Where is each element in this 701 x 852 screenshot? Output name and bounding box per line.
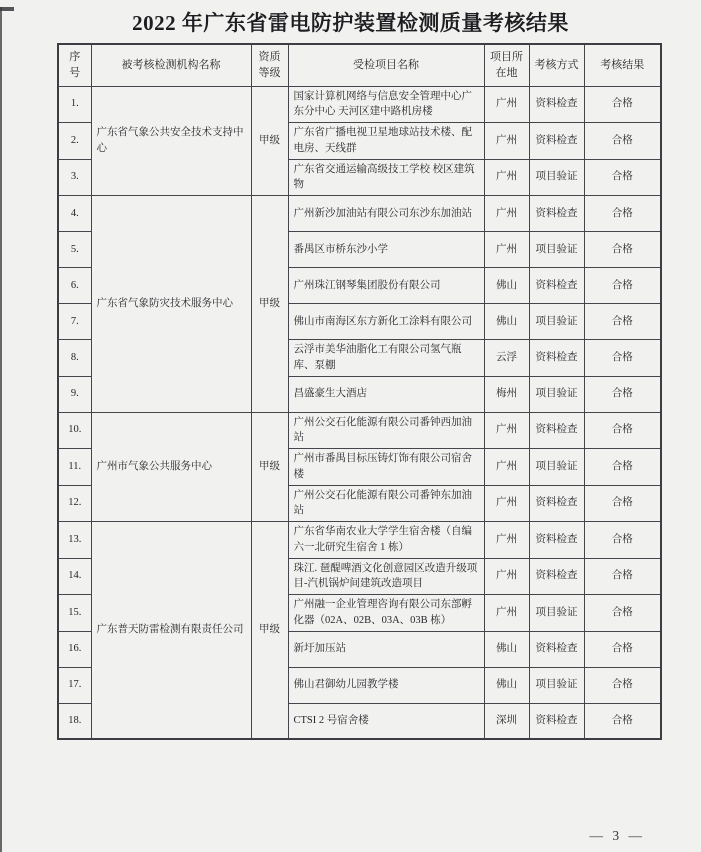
- project-name-cell: 广州融一企业管理咨询有限公司东部孵化器（02A、02B、03A、03B 栋）: [288, 595, 484, 632]
- assessment-result-cell: 合格: [584, 86, 661, 123]
- page-title: 2022 年广东省雷电防护装置检测质量考核结果: [132, 11, 569, 35]
- project-name-cell: 广东省广播电视卫星地球站技术楼、配电房、天线群: [288, 123, 484, 160]
- assessment-method-cell: 项目验证: [529, 232, 584, 268]
- project-location-cell: 佛山: [484, 631, 529, 667]
- assessment-result-cell: 合格: [584, 268, 661, 304]
- serial-number-cell: 6.: [58, 268, 91, 304]
- assessment-method-cell: 资料检查: [529, 558, 584, 595]
- qualification-grade-cell: 甲级: [251, 196, 288, 413]
- assessment-result-cell: 合格: [584, 159, 661, 196]
- assessment-result-cell: 合格: [584, 703, 661, 739]
- project-name-cell: 国家计算机网络与信息安全管理中心广东分中心 天河区建中路机房楼: [288, 86, 484, 123]
- assessment-method-cell: 项目验证: [529, 159, 584, 196]
- project-name-cell: 广东省交通运输高级技工学校 校区建筑物: [288, 159, 484, 196]
- serial-number-cell: 12.: [58, 485, 91, 522]
- project-location-cell: 广州: [484, 159, 529, 196]
- assessment-method-cell: 资料检查: [529, 412, 584, 449]
- institution-name-cell: 广东省气象防灾技术服务中心: [91, 196, 251, 413]
- assessment-result-cell: 合格: [584, 667, 661, 703]
- project-location-cell: 广州: [484, 86, 529, 123]
- project-name-cell: 新圩加压站: [288, 631, 484, 667]
- serial-number-cell: 14.: [58, 558, 91, 595]
- serial-number-cell: 3.: [58, 159, 91, 196]
- project-location-cell: 广州: [484, 595, 529, 632]
- assessment-result-cell: 合格: [584, 304, 661, 340]
- institution-name-cell: 广东省气象公共安全技术支持中心: [91, 86, 251, 196]
- qualification-grade-cell: 甲级: [251, 412, 288, 522]
- project-name-cell: 广州公交石化能源有限公司番钟西加油站: [288, 412, 484, 449]
- serial-number-cell: 15.: [58, 595, 91, 632]
- project-location-cell: 梅州: [484, 376, 529, 412]
- serial-number-cell: 18.: [58, 703, 91, 739]
- header-assessment-method: 考核方式: [529, 44, 584, 86]
- project-name-cell: 广州新沙加油站有限公司东沙东加油站: [288, 196, 484, 232]
- project-location-cell: 广州: [484, 485, 529, 522]
- project-location-cell: 广州: [484, 558, 529, 595]
- serial-number-cell: 17.: [58, 667, 91, 703]
- project-name-cell: 广东省华南农业大学学生宿舍楼（自编六一北研究生宿舍 1 栋）: [288, 522, 484, 559]
- assessment-results-table: [57, 43, 662, 740]
- serial-number-cell: 13.: [58, 522, 91, 559]
- assessment-result-cell: 合格: [584, 340, 661, 377]
- header-project-name: 受检项目名称: [288, 44, 484, 86]
- project-name-cell: 广州珠江钢琴集团股份有限公司: [288, 268, 484, 304]
- assessment-method-cell: 资料检查: [529, 703, 584, 739]
- table-row: [58, 522, 661, 559]
- project-location-cell: 佛山: [484, 268, 529, 304]
- serial-number-cell: 8.: [58, 340, 91, 377]
- qualification-grade-cell: 甲级: [251, 522, 288, 740]
- project-name-cell: 昌盛豪生大酒店: [288, 376, 484, 412]
- assessment-result-cell: 合格: [584, 595, 661, 632]
- serial-number-cell: 2.: [58, 123, 91, 160]
- qualification-grade-cell: 甲级: [251, 86, 288, 196]
- table-row: [58, 412, 661, 449]
- project-location-cell: 深圳: [484, 703, 529, 739]
- assessment-method-cell: 资料检查: [529, 123, 584, 160]
- assessment-result-cell: 合格: [584, 522, 661, 559]
- scan-corner-artifact: [0, 7, 14, 11]
- table-body: [58, 86, 661, 739]
- header-institution-name: 被考核检测机构名称: [91, 44, 251, 86]
- serial-number-cell: 1.: [58, 86, 91, 123]
- serial-number-cell: 4.: [58, 196, 91, 232]
- project-name-cell: 珠江. 琶醍啤酒文化创意园区改造升级项目-汽机锅炉间建筑改造项目: [288, 558, 484, 595]
- assessment-result-cell: 合格: [584, 449, 661, 486]
- serial-number-cell: 5.: [58, 232, 91, 268]
- assessment-method-cell: 项目验证: [529, 595, 584, 632]
- project-name-cell: 番禺区市桥东沙小学: [288, 232, 484, 268]
- project-location-cell: 广州: [484, 522, 529, 559]
- header-qualification-grade: 资质等级: [251, 44, 288, 86]
- project-location-cell: 广州: [484, 196, 529, 232]
- project-name-cell: 佛山君御幼儿园教学楼: [288, 667, 484, 703]
- assessment-method-cell: 项目验证: [529, 667, 584, 703]
- serial-number-cell: 10.: [58, 412, 91, 449]
- project-name-cell: 广州市番禺目标压铸灯饰有限公司宿舍楼: [288, 449, 484, 486]
- project-location-cell: 广州: [484, 232, 529, 268]
- project-location-cell: 广州: [484, 123, 529, 160]
- institution-name-cell: 广州市气象公共服务中心: [91, 412, 251, 522]
- assessment-result-cell: 合格: [584, 412, 661, 449]
- project-name-cell: CTSI 2 号宿舍楼: [288, 703, 484, 739]
- page-number: — 3 —: [589, 828, 645, 843]
- assessment-method-cell: 项目验证: [529, 304, 584, 340]
- header-project-location: 项目所在地: [484, 44, 529, 86]
- assessment-result-cell: 合格: [584, 558, 661, 595]
- assessment-method-cell: 资料检查: [529, 522, 584, 559]
- assessment-result-cell: 合格: [584, 232, 661, 268]
- project-location-cell: 佛山: [484, 304, 529, 340]
- assessment-method-cell: 项目验证: [529, 376, 584, 412]
- serial-number-cell: 11.: [58, 449, 91, 486]
- assessment-method-cell: 资料检查: [529, 631, 584, 667]
- project-name-cell: 广州公交石化能源有限公司番钟东加油站: [288, 485, 484, 522]
- institution-name-cell: 广东普天防雷检测有限责任公司: [91, 522, 251, 740]
- table-row: [58, 86, 661, 123]
- project-name-cell: 云浮市美华油脂化工有限公司氢气瓶库、泵棚: [288, 340, 484, 377]
- serial-number-cell: 9.: [58, 376, 91, 412]
- header-assessment-result: 考核结果: [584, 44, 661, 86]
- project-location-cell: 广州: [484, 449, 529, 486]
- assessment-method-cell: 资料检查: [529, 485, 584, 522]
- table-header: [58, 44, 661, 86]
- project-location-cell: 佛山: [484, 667, 529, 703]
- project-name-cell: 佛山市南海区东方新化工涂料有限公司: [288, 304, 484, 340]
- assessment-result-cell: 合格: [584, 631, 661, 667]
- assessment-method-cell: 资料检查: [529, 196, 584, 232]
- assessment-result-cell: 合格: [584, 196, 661, 232]
- assessment-method-cell: 项目验证: [529, 449, 584, 486]
- assessment-result-cell: 合格: [584, 485, 661, 522]
- assessment-method-cell: 资料检查: [529, 340, 584, 377]
- assessment-result-cell: 合格: [584, 376, 661, 412]
- scan-edge-artifact: [0, 7, 2, 852]
- project-location-cell: 云浮: [484, 340, 529, 377]
- serial-number-cell: 7.: [58, 304, 91, 340]
- header-serial-number: 序号: [58, 44, 91, 86]
- assessment-result-cell: 合格: [584, 123, 661, 160]
- project-location-cell: 广州: [484, 412, 529, 449]
- assessment-method-cell: 资料检查: [529, 268, 584, 304]
- header-row: [58, 44, 661, 86]
- table-row: [58, 196, 661, 232]
- serial-number-cell: 16.: [58, 631, 91, 667]
- assessment-method-cell: 资料检查: [529, 86, 584, 123]
